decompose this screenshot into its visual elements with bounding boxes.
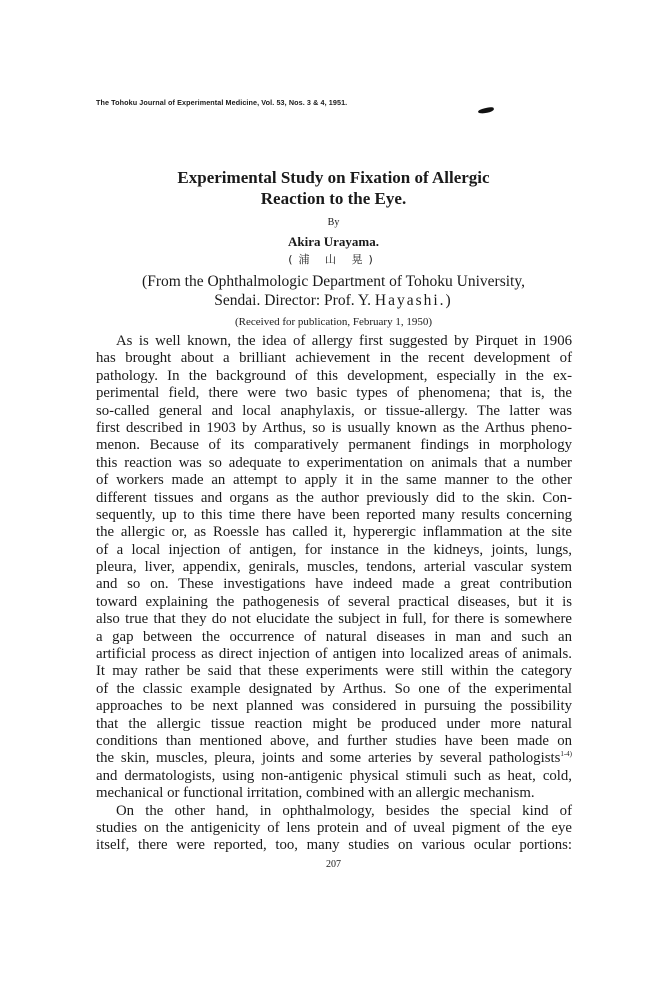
body-line-with-footnote bbox=[96, 750, 572, 767]
body-line: of the classic example designated by Arthus. So one of the experimental bbox=[96, 680, 572, 697]
body-line: this reaction was so adequate to experimentation on animals that a number bbox=[96, 454, 572, 471]
director-name: Hayashi.) bbox=[374, 292, 453, 309]
body-line: menon. Because of its comparatively permanent findings in morphology bbox=[96, 437, 572, 454]
body-line: approaches to be next planned was considered in pursuing the possibility bbox=[96, 698, 572, 715]
body-line: As is well known, the idea of allergy first suggested by Pirquet in 1906 bbox=[116, 333, 572, 349]
byline-by: By bbox=[327, 217, 340, 228]
received-date: (Received for publication, February 1, 1950) bbox=[234, 316, 433, 328]
article-title-line-2: Reaction to the Eye. bbox=[260, 189, 407, 208]
body-line: toward explaining the pathogenesis of several practical diseases, but it is bbox=[96, 593, 572, 610]
body-line: the allergic or, as Roessle has called it, hyperergic inflammation at the site bbox=[96, 524, 572, 541]
running-head: The Tohoku Journal of Experimental Medicine, Vol. 53, Nos. 3 & 4, 1951. bbox=[96, 98, 348, 107]
body-line: pleura, liver, appendix, genirals, muscles, tendons, arterial vascular system bbox=[96, 559, 572, 576]
body-line: and dermatologists, using non-antigenic physical stimuli such as heat, cold, bbox=[96, 767, 572, 784]
body-line: It may rather be said that these experiments were still within the category bbox=[96, 663, 572, 680]
body-line: artificial process as direct injection of antigen into localized areas of animals. bbox=[96, 646, 572, 663]
body-line: first described in 1903 by Arthus, so is usually known as the Arthus pheno- bbox=[96, 419, 572, 436]
body-line: On the other hand, in ophthalmology, besides the special kind of bbox=[116, 802, 572, 819]
body-line: so-called general and local anaphylaxis, or tissue-allergy. The latter was bbox=[96, 402, 572, 419]
body-line-text: the skin, muscles, pleura, joints and some arteries by several pathologists bbox=[96, 750, 561, 767]
affiliation-line-1: (From the Ophthalmologic Department of Tohoku University, bbox=[142, 273, 525, 290]
body-line: a gap between the occurrence of natural diseases in man and such an bbox=[96, 628, 572, 645]
footnote-reference: 1-4) bbox=[560, 750, 572, 759]
body-line: mechanical or functional irritation, combined with an allergic mechanism. bbox=[96, 785, 535, 802]
body-line: pathology. In the background of this development, especially in the ex- bbox=[96, 367, 572, 384]
body-line: that the allergic tissue reaction might be produced under more natural bbox=[96, 715, 572, 732]
body-line: and so on. These investigations have indeed made a great contribution bbox=[96, 576, 572, 593]
body-line: has brought about a brilliant achievement in the recent development of bbox=[96, 350, 572, 367]
author-name-native: (浦 山 晃) bbox=[288, 253, 379, 266]
body-line: itself, there were reported, too, many studies on various ocular portions: bbox=[96, 837, 572, 854]
body-line: different tissues and organs as the author previously did to the skin. Con- bbox=[96, 489, 572, 506]
body-line: of workers made an attempt to apply it in the same manner to the other bbox=[96, 472, 572, 489]
affiliation-line-2 bbox=[0, 291, 667, 310]
page-number: 207 bbox=[326, 859, 341, 870]
author-name: Akira Urayama. bbox=[288, 234, 379, 249]
body-line: of a local injection of antigen, for instance in the kidneys, joints, lungs, bbox=[96, 541, 572, 558]
body-line: studies on the antigenicity of lens protein and of uveal pigment of the eye bbox=[96, 819, 572, 836]
body-line: also true that they do not elucidate the subject in full, for there is somewhere bbox=[96, 611, 572, 628]
body-line: perimental field, there were two basic types of phenomena; that is, the bbox=[96, 385, 572, 402]
body-line: conditions than mentioned above, and further studies have been made on bbox=[96, 732, 572, 749]
affiliation-prefix: Sendai. Director: Prof. Y. bbox=[214, 292, 375, 309]
body-line: sequently, up to this time there have been reported many results concerning bbox=[96, 506, 572, 523]
ink-smudge bbox=[478, 106, 495, 114]
body-text bbox=[96, 333, 572, 855]
article-title-line-1: Experimental Study on Fixation of Allergic bbox=[177, 168, 490, 187]
